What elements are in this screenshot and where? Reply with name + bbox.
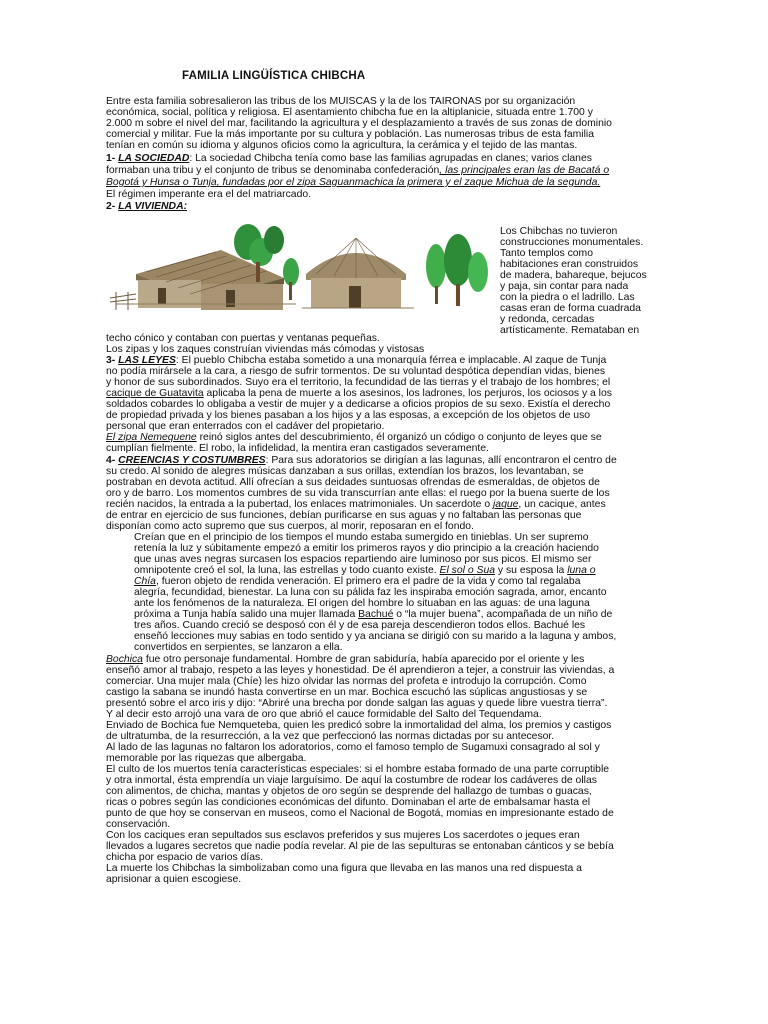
section-heading-sociedad: LA SOCIEDAD xyxy=(118,153,190,164)
vivienda-side-line: habitaciones eran construidos xyxy=(500,259,639,270)
section-leyes-line: personal que eran enterrados con el cadáver del propietario. xyxy=(106,421,385,432)
text-span: recién nacidos, la entrada a la pubertad, los enlaces matrimoniales. Un sacerdote o xyxy=(106,499,493,510)
text-span: reinó siglos antes del descubrimiento, él organizó un código o conjunto de leyes que se xyxy=(196,432,602,443)
text-span: , un cacique, antes xyxy=(518,499,606,510)
myth-line xyxy=(134,565,596,576)
emphasis-span: El zipa Nemequene xyxy=(106,432,197,443)
document-title: FAMILIA LINGÜÍSTICA CHIBCHA xyxy=(182,70,366,82)
intro-line: Entre esta familia sobresalieron las tribus de los MUISCAS y la de los TAIRONAS por su organización xyxy=(106,96,576,107)
bochica-line xyxy=(106,654,584,665)
underlined-span: Bachué xyxy=(358,609,394,620)
body-line: Enviado de Bochica fue Nemqueteba, quien les predicó sobre la inmortalidad del alma, los premios y castigos xyxy=(106,720,612,731)
body-line: memorable por las riquezas que albergaba. xyxy=(106,753,307,764)
section-sociedad-line xyxy=(106,165,609,176)
body-line: castigo la sabana se inundó hasta convertirse en un mar. Bochica escuchó las súplicas angustiosas y se xyxy=(106,687,588,698)
section-sociedad-line xyxy=(106,153,592,164)
section-heading-creencias: CREENCIAS Y COSTUMBRES xyxy=(118,455,266,466)
myth-line: convertidos en serpientes, se lanzaron a ella. xyxy=(134,642,343,653)
body-line: chicha por espacio de varios días. xyxy=(106,852,264,863)
section-vivienda-heading xyxy=(106,201,187,212)
underlined-span: cacique de Guatavita xyxy=(106,388,204,399)
text-span: próxima a Tunja había salido una mujer llamada xyxy=(134,609,359,620)
intro-line: 2.000 m sobre el nivel del mar, facilitando la agricultura y el desplazamiento a través de sus zonas de dominio xyxy=(106,118,612,129)
body-line: enseñó amor al trabajo, respeto a las leyes y honestidad. De él aprendieron a tejer, a construir las viviendas, a xyxy=(106,665,615,676)
section-number: 3- xyxy=(106,355,119,366)
body-line: El culto de los muertos tenía características especiales: si el hombre estaba formado de una parte corruptible xyxy=(106,764,610,775)
intro-line: tenían en común su idioma y algunos oficios como la agricultura, la cerámica y el tejido de las mantas. xyxy=(106,140,578,151)
section-leyes-line: cumplían fielmente. El robo, la infidelidad, la mentira eran castigados severamente. xyxy=(106,443,489,454)
body-line: ricas o pobres según las condiciones económicas del difunto. Dominaban el arte de embalsamar hasta el xyxy=(106,797,591,808)
body-line: presentó sobre el arco iris y dijo: “Abriré una brecha por donde salgan las aguas y quede libre vuestra tierra”. xyxy=(106,698,608,709)
body-line: Y al decir esto arrojó una vara de oro que abrió el cauce formidable del Salto del Tequendama. xyxy=(106,709,542,720)
text-span: , fueron objeto de rendida veneración. El primero era el padre de la vida y como tal regalaba xyxy=(155,576,581,587)
emphasis-span: El sol o Sua xyxy=(439,565,495,576)
section-number: 4- xyxy=(106,455,119,466)
text-span: fue otro personaje fundamental. Hombre de gran sabiduría, había aparecido por el oriente y les xyxy=(142,654,585,665)
vivienda-side-line: de madera, bahareque, bejucos xyxy=(500,270,647,281)
body-line: punto de que hoy se conservan en museos, como el Nacional de Bogotá, momias en impresionante estado de xyxy=(106,808,614,819)
vivienda-side-line: y paja, sin contar para nada xyxy=(500,281,629,292)
body-line: aprisionar a quien escogiese. xyxy=(106,874,242,885)
intro-line: económica, social, política y religiosa. El asentamiento chibcha fue en la altiplanicie, situada entre 1.700 y xyxy=(106,107,593,118)
emphasis-span: luna o xyxy=(567,565,596,576)
section-leyes-line xyxy=(106,355,606,366)
section-creencias-line: oro y de barro. Los momentos cumbres de su vida transcurrían ante ellas: el ruego por la buena suerte de los xyxy=(106,488,610,499)
round-hut-image xyxy=(302,238,414,308)
tree-image xyxy=(426,234,488,306)
vivienda-side-line: Los Chibchas no tuvieron xyxy=(500,226,618,237)
myth-line: alegría, fecundidad, bienestar. La luna con su pálida faz les inspiraba emoción sagrada, amor, encanto xyxy=(134,587,607,598)
myth-line xyxy=(134,609,612,620)
myth-line: Creían que en el principio de los tiempos el mundo estaba sumergido en tinieblas. Un ser supremo xyxy=(134,532,589,543)
vivienda-side-line: construcciones monumentales. xyxy=(500,237,644,248)
text-span: aplicaba la pena de muerte a los asesinos, los ladrones, los perjuros, los ociosos y a los xyxy=(203,388,612,399)
section-creencias-line xyxy=(106,499,606,510)
body-line: y otra inmortal, ésta emprendía un viaje larguísimo. De aquí la costumbre de rodear los cadáveres de ollas xyxy=(106,775,597,786)
body-line: comerciar. Una mujer mala (Chíe) les hizo olvidar las normas del profeta e introdujo la corrupción. Como xyxy=(106,676,587,687)
section-leyes-line: de propiedad privada y los bienes pasaban a los hijos y a las esposas, a excepción de los objetos de uso xyxy=(106,410,591,421)
myth-line: enseñó lecciones muy sabias en todo sentido y ya anciana se dirigió con su marido a la laguna y ambos, xyxy=(134,631,617,642)
section-number: 2- xyxy=(106,201,119,212)
body-line: conservación. xyxy=(106,819,171,830)
vivienda-side-line: artísticamente. Remataban en xyxy=(500,325,640,336)
text-span: : El pueblo Chibcha estaba sometido a una monarquía férrea e implacable. Al zaque de Tunja xyxy=(175,355,607,366)
vivienda-side-line: casas eran de forma cuadrada xyxy=(500,303,641,314)
vivienda-side-line: Tanto templos como xyxy=(500,248,593,259)
myth-line: que unas aves negras surcasen los espacios repartiendo aire luminoso por sus picos. El mismo ser xyxy=(134,554,592,565)
section-heading-vivienda: LA VIVIENDA: xyxy=(118,201,188,212)
body-line: Al lado de las lagunas no faltaron los adoratorios, como el famoso templo de Sugamuxi consagrado al sol y xyxy=(106,742,600,753)
body-line: llevados a lugares secretos que nadie podía revelar. Al pie de las sepulturas se entonaban cánticos y se bebía xyxy=(106,841,614,852)
vivienda-side-line: con la piedra o el ladrillo. Las xyxy=(500,292,635,303)
emphasis-span: jaque xyxy=(492,499,519,510)
text-span: y su esposa la xyxy=(495,565,568,576)
section-leyes-line xyxy=(106,388,612,399)
body-line: La muerte los Chibchas la simbolizaban como una figura que llevaba en las manos una red dispuesta a xyxy=(106,863,582,874)
myth-line: ante los fenómenos de la naturaleza. El origen del hombre lo situaban en las aguas: de una laguna xyxy=(134,598,590,609)
section-heading-leyes: LAS LEYES xyxy=(118,355,176,366)
section-sociedad-line: Bogotá y Hunsa o Tunja, fundadas por el zipa Saguanmachica la primera y el zaque Michua de la segunda. xyxy=(106,177,601,188)
vivienda-line: techo cónico y contaban con puertas y ventanas pequeñas. xyxy=(106,333,380,344)
text-span: : La sociedad Chibcha tenía como base las familias agrupadas en clanes; varios clanes xyxy=(189,153,592,164)
section-leyes-line xyxy=(106,432,602,443)
chibcha-huts-illustration xyxy=(106,222,491,330)
intro-line: comercial y militar. Fue la más importante por su cultura y población. Las numerosas tribus de esta familia xyxy=(106,129,594,140)
emphasis-span: Chía xyxy=(134,576,156,587)
emphasis-span: , las principales eran las de Bacatá o xyxy=(439,165,610,176)
emphasis-span: Bochica xyxy=(106,654,143,665)
myth-line xyxy=(134,576,581,587)
section-number: 1- xyxy=(106,153,119,164)
section-leyes-line: y honor de sus subordinados. Suyo era el territorio, la fecundidad de las tierras y el trabajo de los hombres; el xyxy=(106,377,611,388)
vivienda-line: Los zipas y los zaques construían viviendas más cómodas y vistosas xyxy=(106,344,425,355)
body-line: Con los caciques eran sepultados sus esclavos preferidos y sus mujeres Los sacerdotes o jeques eran xyxy=(106,830,580,841)
text-span: : Para sus adoratorios se dirigían a las lagunas, allí encontraron el centro de xyxy=(265,455,617,466)
section-creencias-line: su credo. Al sonido de alegres músicas danzaban a sus orillas, extendían los brazos, los levantaban, se xyxy=(106,466,584,477)
myth-line: tres años. Cuando creció se desposó con él y de esa pareja descendieron todos ellos. Bachué les xyxy=(134,620,586,631)
section-creencias-line: disponían como acto supremo que sus cuerpos, al morir, reposaran en el fondo. xyxy=(106,521,474,532)
text-span: omnipotente creó el sol, la luna, las estrellas y todo cuanto existe. xyxy=(134,565,440,576)
section-creencias-line xyxy=(106,455,617,466)
section-creencias-line: de entrar en ejercicio de sus funciones, debían purificarse en sus aguas y no faltaban las personas que xyxy=(106,510,582,521)
section-leyes-line: soldados cobardes lo obligaba a vestir de mujer y a dedicarse a oficios propios de su sexo. Existía el derecho xyxy=(106,399,611,410)
section-creencias-line: postraban en devota actitud. Allí ofrecían a sus deidades suntuosas ofrendas de esmeraldas, de objetos de xyxy=(106,477,600,488)
body-line: de ultratumba, de la resurrección, a la vez que perfeccionó las normas dictadas por su antecesor. xyxy=(106,731,555,742)
vivienda-side-line: y redonda, cercadas xyxy=(500,314,595,325)
section-sociedad-line: El régimen imperante era el del matriarcado. xyxy=(106,189,312,200)
section-leyes-line: no podía mirársele a la cara, a riesgo de sufrir tormentos. De su voluntad despótica dependían vidas, bienes xyxy=(106,366,606,377)
myth-line: retenía la luz y súbitamente empezó a emitir los primeros rayos y dio principio a la creación haciendo xyxy=(134,543,599,554)
text-span: formaban una tribu y el conjunto de tribus se denominaba confederación xyxy=(106,165,440,176)
text-span: o “la mujer buena”, acompañada de un niño de xyxy=(393,609,613,620)
body-line: con alimentos, de chicha, mantas y objetos de oro según se desprende del hallazgo de tumbas o guacas, xyxy=(106,786,592,797)
